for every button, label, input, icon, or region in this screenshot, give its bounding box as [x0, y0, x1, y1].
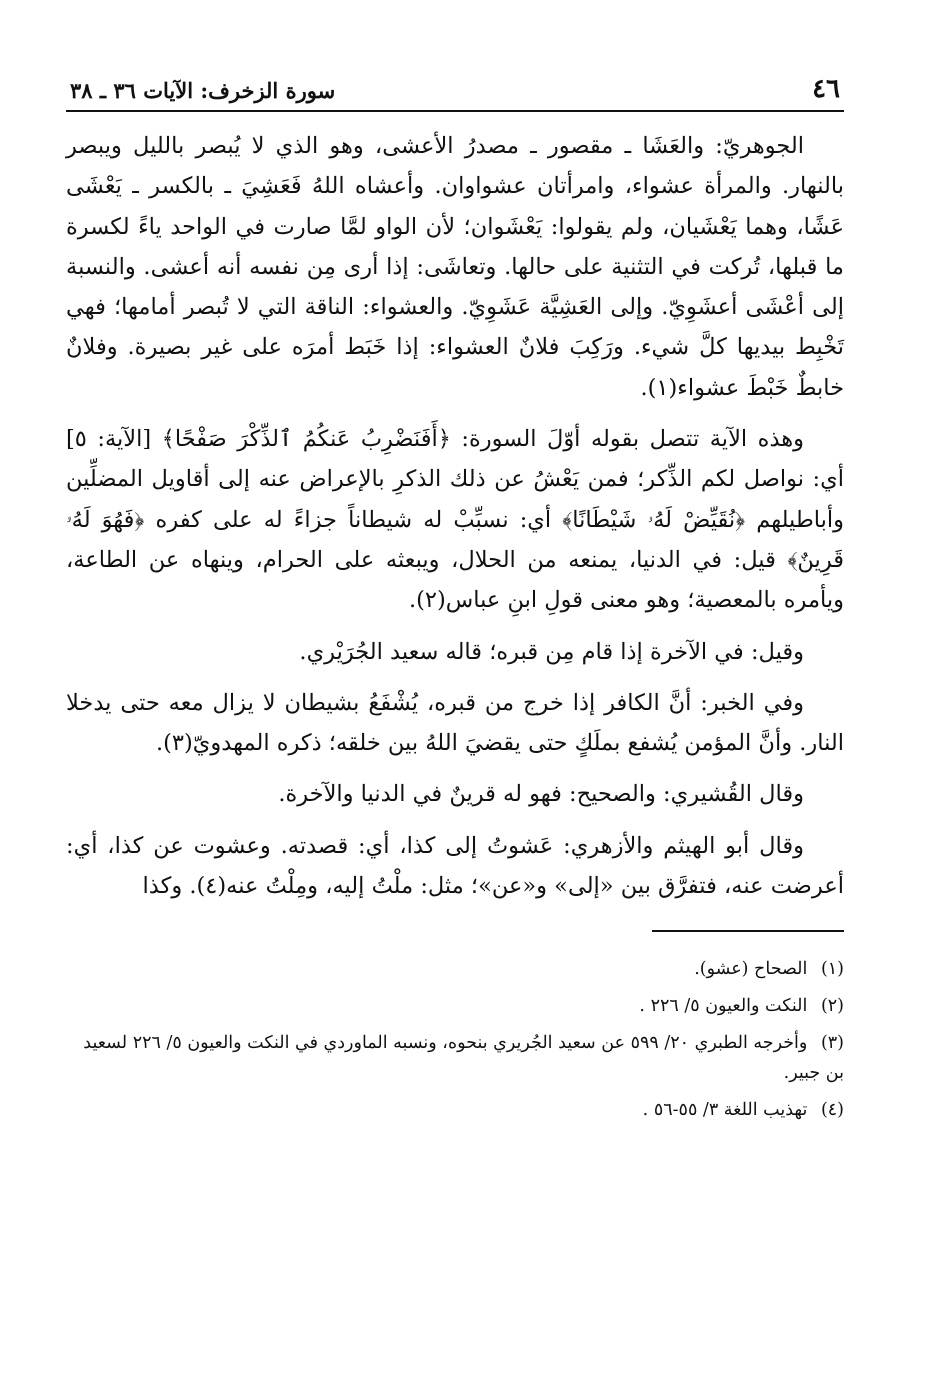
book-page [66, 70, 844, 1360]
footnote-text: وأخرجه الطبري ٢٠/ ٥٩٩ عن سعيد الجُريري بنحوه، ونسبه الماوردي في النكت والعيون ٥/ ٢٢٦ لسعيد بن جبير. [83, 1033, 844, 1084]
footnote-number: (١) [820, 959, 844, 980]
paragraph: وقال القُشيري: والصحيح: فهو له قرينٌ في الدنيا والآخرة. [278, 781, 804, 808]
paragraph: الجوهريّ: والعَشَا ـ مقصور ـ مصدرُ الأعشى، وهو الذي لا يُبصر بالليل ويبصر بالنهار. والمرأة عشواء، وامرأتان عشواوان. وأعشاه اللهُ فَعَشِيَ ـ بالكسر ـ يَعْشَى عَشًا، وهما يَعْشَيان، ولم يقولوا: يَعْشَوان؛ لأن الواو لمَّا صارت في الواحد ياءً لكسرة ما قبلها، تُركت في التثنية على حالها. وتعاشَى: إذا أرى مِن نفسه أنه أعشى. والنسبة إلى أعْشَى أعشَوِيّ. وإلى العَشِيَّة عَشَوِيّ. والعشواء: الناقة التي لا تُبصر أمامها؛ فهي تَخْبِط بيديها كلَّ شيء. ورَكِبَ فلانٌ العشواء: إذا خَبَط أمرَه على غير بصيرة. وفلانٌ خابطٌ خَبْطَ عشواء(١). [66, 133, 844, 401]
footnote-divider [652, 930, 844, 932]
footnote-number: (٣) [820, 1033, 844, 1054]
paragraph: وقيل: في الآخرة إذا قام مِن قبره؛ قاله سعيد الجُرَيْري. [299, 638, 804, 665]
paragraph: وفي الخبر: أنَّ الكافر إذا خرج من قبره، يُشْفَعُ بشيطان لا يزال معه حتى يدخلا النار. وأنَّ المؤمن يُشفع بملَكٍ حتى يقضيَ اللهُ بين خلقه؛ ذكره المهدويّ(٣). [66, 689, 844, 757]
footnote [66, 1028, 844, 1088]
footnote [66, 991, 844, 1021]
footnote-text: الصحاح (عشو). [694, 959, 808, 980]
page-number: ٤٦ [812, 74, 840, 104]
paragraph: وقال أبو الهيثم والأزهري: عَشوتُ إلى كذا، أي: قصدته. وعشوت عن كذا، أي: أعرضت عنه، فتفرَّق بين «إلى» و«عن»؛ مثل: ملْتُ إليه، ومِلْتُ عنه(٤). وكذا [66, 832, 844, 900]
footnote-text: النكت والعيون ٥/ ٢٢٦ . [639, 996, 808, 1017]
main-text [66, 126, 844, 906]
footnote-number: (٤) [820, 1100, 844, 1121]
running-head: سورة الزخرف: الآيات ٣٦ ـ ٣٨ [70, 78, 336, 103]
page-header [66, 70, 844, 112]
footnote [66, 1095, 844, 1125]
footnote-number: (٢) [820, 996, 844, 1017]
footnote-text: تهذيب اللغة ٣/ ٥٥-٥٦ . [642, 1100, 808, 1121]
paragraph: وهذه الآية تتصل بقوله أوّلَ السورة: ﴿أَفَنَضْرِبُ عَنكُمُ ٱلذِّكْرَ صَفْحًا﴾ [الآية: ٥] أي: نواصل لكم الذِّكر؛ فمن يَعْشُ عن ذلك الذكرِ بالإعراض عنه إلى أقاويل المضلِّين وأباطيلهم ﴿نُقَيِّضْ لَهُۥ شَيْطَانًا﴾ أي: نسبِّبْ له شيطاناً جزاءً له على كفره ﴿فَهُوَ لَهُۥ قَرِينٌ﴾ قيل: في الدنيا، يمنعه من الحلال، ويبعثه على الحرام، وينهاه عن الطاعة، ويأمره بالمعصية؛ وهو معنى قولِ ابنِ عباس(٢). [66, 426, 844, 614]
footnote [66, 954, 844, 984]
footnotes [66, 954, 844, 1125]
